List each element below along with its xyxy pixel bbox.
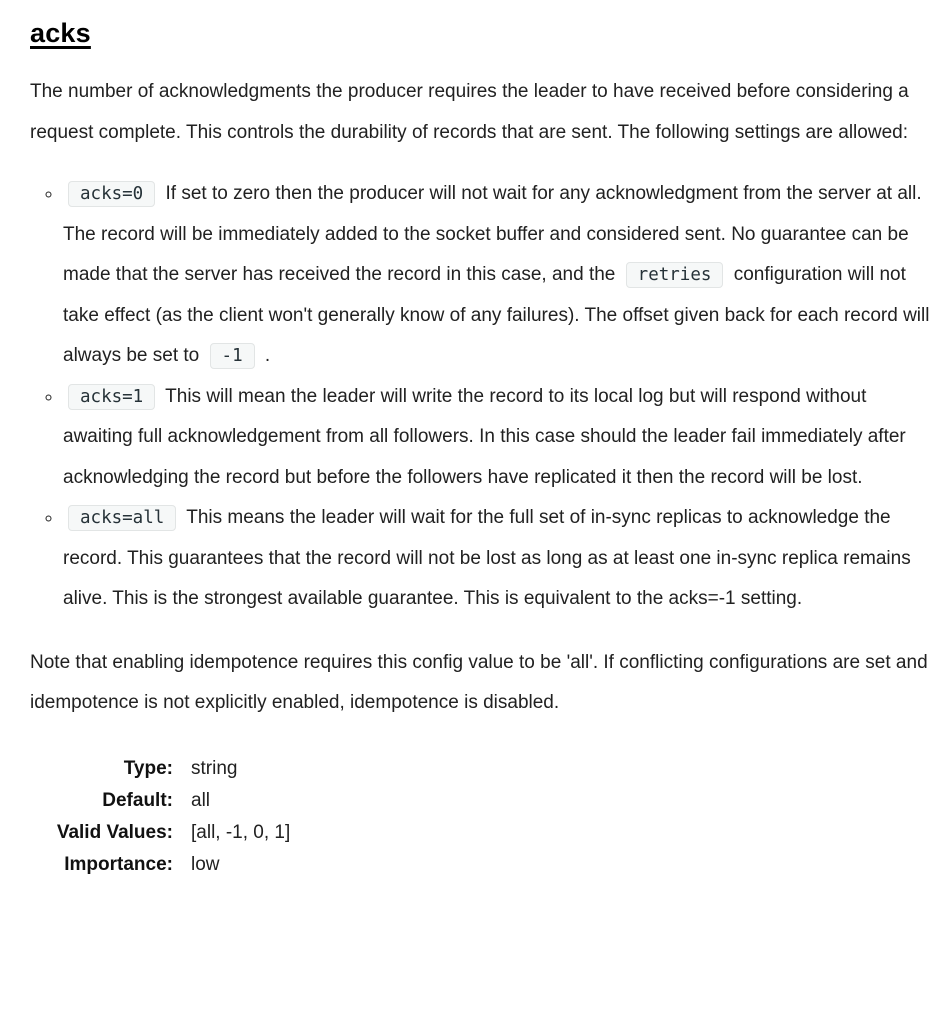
meta-row <box>30 753 290 785</box>
meta-row <box>30 817 290 849</box>
inline-code: -1 <box>210 343 255 369</box>
inline-code: retries <box>626 262 724 288</box>
note-paragraph: Note that enabling idempotence requires this config value to be 'all'. If conflicting configurations are set and idempotence is not explicitly enabled, idempotence is disabled. <box>30 651 928 713</box>
meta-label: Type: <box>123 757 173 779</box>
page-title[interactable]: acks <box>30 18 91 48</box>
meta-value: all <box>191 789 211 811</box>
inline-code: acks=0 <box>68 181 155 207</box>
inline-code: acks=1 <box>68 384 155 410</box>
meta-table <box>30 753 290 881</box>
intro-paragraph: The number of acknowledgments the producer requires the leader to have received before considering a request complete. This controls the durability of records that are sent. The following settings are allowed: <box>30 81 909 143</box>
meta-value: low <box>191 853 220 875</box>
meta-label: Default: <box>102 789 173 811</box>
settings-list <box>30 174 936 620</box>
meta-value: string <box>191 757 238 779</box>
meta-label: Importance: <box>64 853 173 875</box>
inline-code: acks=all <box>68 505 176 531</box>
list-item: ◦ acks=0 If set to zero then the producer will not wait for any acknowledgment from the server at all. The record will be immediately added to the socket buffer and considered sent. No guarantee can be made that the server has received the record in this case, and the retries configuration will not take effect (as the client won't generally know of any failures). The offset given back for each record will always be set to -1 . <box>63 174 936 377</box>
meta-row <box>30 849 290 881</box>
list-item: ◦ acks=all This means the leader will wait for the full set of in-sync replicas to acknowledge the record. This guarantees that the record will not be lost as long as at least one in-sync replica remains alive. This is the strongest available guarantee. This is equivalent to the acks=-1 setting. <box>63 498 936 620</box>
meta-row <box>30 785 290 817</box>
list-item: ◦ acks=1 This will mean the leader will write the record to its local log but will respond without awaiting full acknowledgement from all followers. In this case should the leader fail immediately after acknowledging the record but before the followers have replicated it then the record will be lost. <box>63 377 936 499</box>
meta-label: Valid Values: <box>56 821 173 843</box>
meta-value: [all, -1, 0, 1] <box>191 821 291 843</box>
